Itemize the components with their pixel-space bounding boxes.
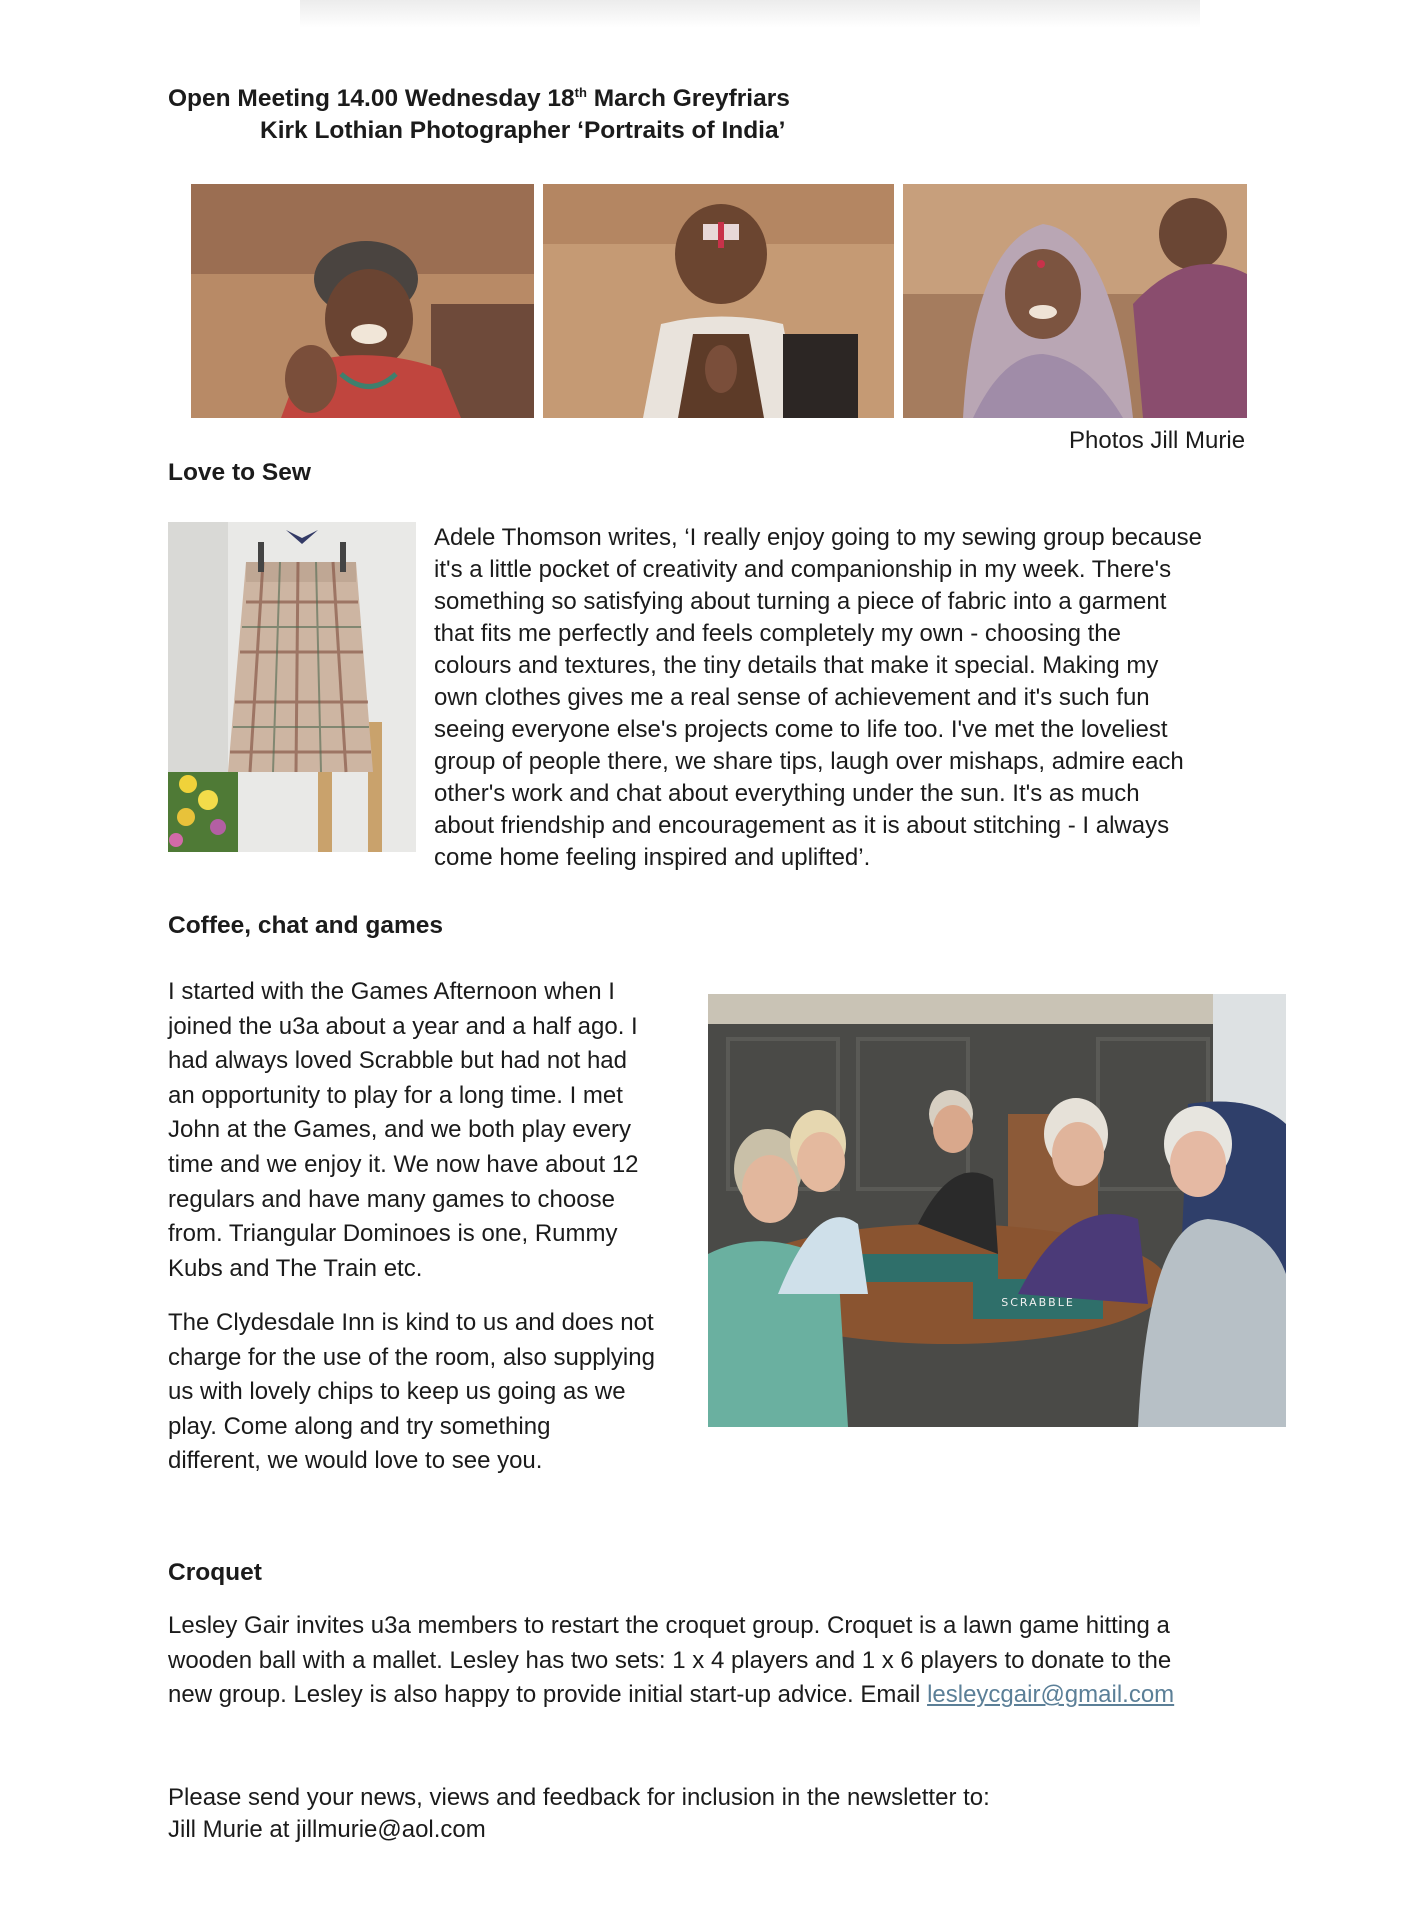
croquet-heading: Croquet — [168, 1559, 262, 1586]
games-line: regulars and have many games to choose — [168, 1185, 615, 1213]
footer-line: Please send your news, views and feedback for inclusion in the newsletter to: — [168, 1784, 990, 1811]
sew-line: other's work and chat about everything under the sun. It's as much — [434, 780, 1140, 807]
games-line: had always loved Scrabble but had not had — [168, 1047, 627, 1075]
croquet-line: Lesley Gair invites u3a members to restart the croquet group. Croquet is a lawn game hitting a — [168, 1612, 1170, 1639]
sew-quote — [434, 522, 1254, 874]
games-line: play. Come along and try something — [168, 1412, 551, 1440]
games-line: Kubs and The Train etc. — [168, 1254, 423, 1282]
games-line: The Clydesdale Inn is kind to us and does not — [168, 1309, 654, 1336]
portrait-photo-man-bindi — [543, 184, 894, 418]
sew-heading: Love to Sew — [168, 459, 311, 486]
sew-line: it's a little pocket of creativity and companionship in my week. There's — [434, 556, 1172, 583]
footer-contact: Jill Murie at jillmurie@aol.com — [168, 1816, 486, 1843]
croquet-line-with-email: new group. Lesley is also happy to provide initial start-up advice. Email lesleycgair@gmail.com — [168, 1681, 1175, 1709]
sew-line: own clothes gives me a real sense of achievement and it's such fun — [434, 684, 1150, 711]
games-line: time and we enjoy it. We now have about 12 — [168, 1150, 639, 1178]
open-meeting-title: Open Meeting 14.00 Wednesday 18th March Greyfriars — [168, 84, 790, 112]
games-line: different, we would love to see you. — [168, 1447, 543, 1475]
games-line: I started with the Games Afternoon when I — [168, 978, 615, 1005]
sew-line: seeing everyone else's projects come to life too. I've met the loveliest — [434, 716, 1168, 743]
croquet-paragraph — [168, 1609, 1298, 1713]
games-paragraph-1 — [168, 975, 708, 1286]
games-line: John at the Games, and we both play every — [168, 1116, 631, 1144]
photo-credit: Photos Jill Murie — [1069, 427, 1246, 454]
croquet-line: wooden ball with a mallet. Lesley has two sets: 1 x 4 players and 1 x 6 players to donate to the — [168, 1646, 1172, 1674]
games-heading: Coffee, chat and games — [168, 912, 444, 939]
sew-line: that fits me perfectly and feels completely my own - choosing the — [434, 620, 1121, 647]
sew-line: something so satisfying about turning a piece of fabric into a garment — [434, 588, 1167, 615]
scrabble-box-label: SCRABBLE — [1001, 1296, 1075, 1309]
games-line: joined the u3a about a year and a half ago. I — [168, 1012, 638, 1040]
games-paragraph-2 — [168, 1306, 708, 1479]
portrait-photo-woman-shawl — [903, 184, 1247, 418]
games-group-photo — [708, 994, 1286, 1427]
sew-line: group of people there, we share tips, laugh over mishaps, admire each — [434, 748, 1184, 775]
portrait-photo-woman-laughing — [191, 184, 534, 418]
games-line: us with lovely chips to keep us going as we — [168, 1378, 626, 1406]
newsletter-footer — [168, 1782, 1298, 1846]
games-line: charge for the use of the room, also supplying — [168, 1343, 655, 1371]
skirt-photo — [168, 522, 416, 852]
top-shadow — [300, 0, 1200, 28]
sew-line: Adele Thomson writes, ‘I really enjoy going to my sewing group because — [434, 524, 1202, 551]
sew-line: colours and textures, the tiny details that make it special. Making my — [434, 652, 1159, 679]
games-line: from. Triangular Dominoes is one, Rummy — [168, 1220, 618, 1248]
open-meeting-speaker: Kirk Lothian Photographer ‘Portraits of India’ — [260, 117, 786, 144]
games-line: an opportunity to play for a long time. I met — [168, 1081, 623, 1109]
sew-line: come home feeling inspired and uplifted’. — [434, 844, 871, 871]
croquet-email-link[interactable]: lesleycgair@gmail.com — [927, 1681, 1175, 1709]
sew-line: about friendship and encouragement as it is about stitching - I always — [434, 812, 1170, 839]
